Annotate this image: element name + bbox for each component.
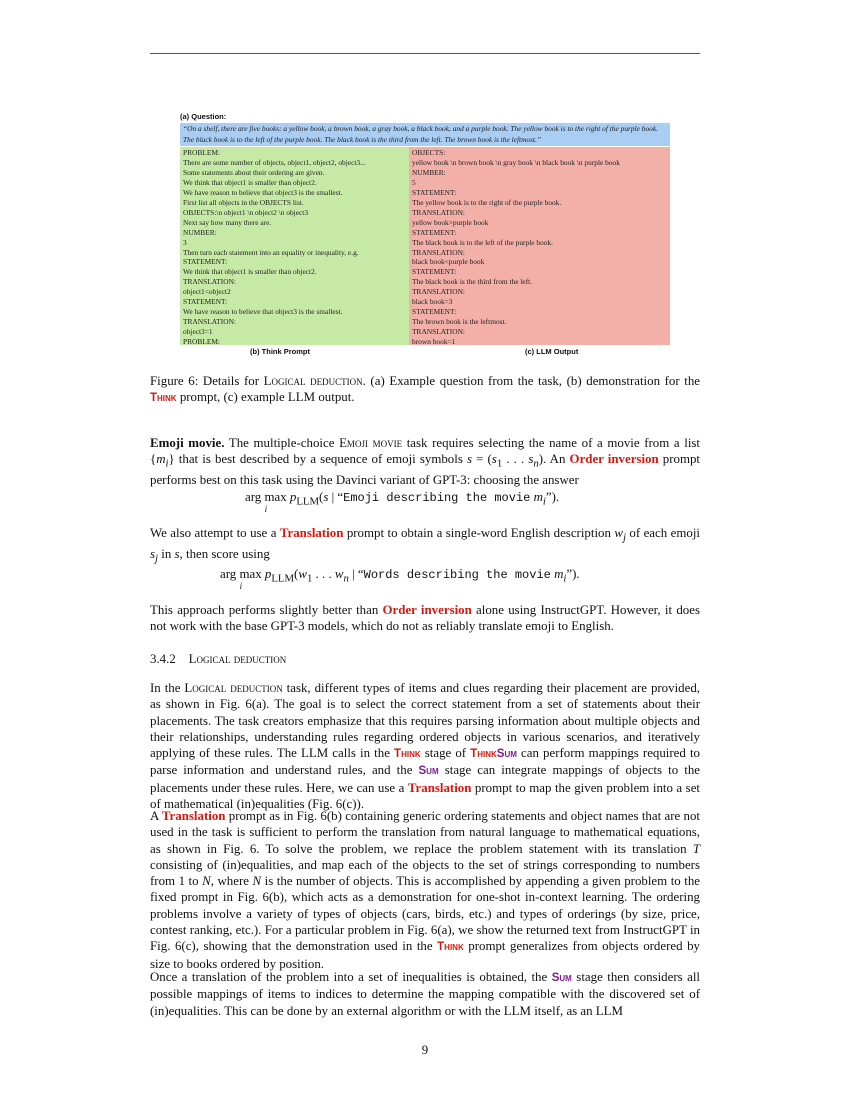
think-line: OBJECTS:\n object1 \n object2 \n object3 [183, 207, 309, 217]
caption-text: prompt, (c) example LLM output. [176, 390, 355, 405]
output-line: TRANSLATION: [412, 327, 465, 337]
output-line: black book=3 [412, 297, 453, 307]
think-line: PROBLEM: [183, 337, 220, 345]
text: prompt to map the given problem into a set of mathematical (in)equalities (Fig. 6(c)). [150, 780, 700, 812]
think-line: NUMBER: [183, 227, 217, 237]
thinksum-keyword: Sum [496, 748, 517, 761]
equation-2: arg max i $p_{LLM}(w_1$ . . . $w_n$ | “Words describing the movie $m_i$”). [220, 567, 580, 591]
text: in [158, 546, 175, 561]
text: stage then considers all possible mappings of items to indices to determine the mapping compatible with the discovered set of (in)equalities. This can be done by an external algorithm or with the LLM itself, as an LLM [150, 970, 700, 1018]
equation-string: Words describing the movie [363, 568, 551, 582]
text: , then score using [179, 546, 270, 561]
text: task requires selecting the name of a movie from a list { [150, 436, 700, 467]
equation-1: arg max i $p_{LLM}(s$ | “Emoji describing the movie $m_i$”). [245, 490, 560, 514]
think-line: Then turn each statement into an equality or inequality, e.g. [183, 247, 359, 257]
think-prompt-label: (b) Think Prompt [250, 347, 310, 356]
caption-text: . (a) Example question from the task, (b) demonstration for the [362, 374, 700, 388]
think-line: We think that object1 is smaller than object2. [183, 177, 317, 187]
translation-keyword: Translation [279, 526, 344, 540]
order-inversion-keyword: Order inversion [569, 452, 659, 467]
thinksum-keyword: Think [470, 748, 497, 761]
text: prompt performs best on this task using the Davinci variant of GPT-3: choosing the answer [150, 452, 700, 488]
output-line: STATEMENT: [412, 187, 457, 197]
think-line: 3 [183, 237, 187, 247]
text: of each emoji [625, 526, 700, 540]
output-line: TRANSLATION: [412, 207, 465, 217]
llm-output-label: (c) LLM Output [525, 347, 579, 356]
think-prompt-box [180, 147, 409, 345]
text: prompt generalizes from objects ordered by size to books ordered by position. [150, 939, 700, 971]
task-name: Emoji movie [339, 436, 403, 450]
text: We also attempt to use a [150, 526, 280, 540]
think-line: First list all objects in the OBJECTS list. [183, 197, 304, 207]
think-line: object3=1 [183, 327, 213, 337]
output-line: STATEMENT: [412, 307, 457, 317]
text: The multiple-choice [224, 436, 340, 450]
output-line: OBJECTS: [412, 148, 446, 157]
output-line: black book<purple book [412, 257, 485, 267]
paragraph-heading: Emoji movie. [150, 436, 225, 450]
text: . An [543, 452, 570, 467]
emoji-paragraph-3 [150, 602, 700, 635]
think-line: There are some number of objects, object1, object2, object3... [183, 157, 366, 167]
output-line: NUMBER: [412, 167, 446, 177]
think-line: Some statements about their ordering are given. [183, 167, 325, 177]
output-line: The yellow book is to the right of the purple book. [412, 197, 562, 207]
llm-output-box [409, 147, 670, 345]
text: A [150, 809, 162, 823]
header-rule [150, 53, 700, 54]
output-line: STATEMENT: [412, 227, 457, 237]
text: stage of [420, 746, 471, 761]
text: In the [150, 681, 185, 695]
order-inversion-keyword: Order inversion [382, 603, 472, 617]
text: prompt to obtain a single-word English description [343, 526, 615, 540]
text: consisting of (in)equalities, and map each of the objects to the set of strings corresponding to numbers from 1 to [150, 857, 700, 889]
text: alone using InstructGPT. However, it does not work with the base GPT-3 models, which do not as reliably translate emoji to English. [150, 603, 700, 634]
caption-text: Figure 6: Details for [150, 374, 264, 388]
text: stage can integrate mappings of objects to the placements under these rules. Here, we can use a [150, 763, 700, 795]
text: Once a translation of the problem into a set of inequalities is obtained, the [150, 970, 552, 984]
output-line: brown book=1 [412, 337, 456, 345]
text: } that is best described by a sequence of emoji symbols [168, 452, 467, 467]
question-label: (a) Question: [180, 112, 227, 121]
sum-keyword: Sum [418, 765, 439, 778]
logical-paragraph-3 [150, 969, 700, 1019]
think-line: STATEMENT: [183, 297, 228, 307]
think-line: We have reason to believe that object3 is the smallest. [183, 187, 343, 197]
section-heading [150, 651, 700, 667]
think-line: object1<object2 [183, 287, 231, 297]
sum-keyword: Sum [551, 972, 572, 984]
caption-think-keyword: Think [150, 392, 177, 405]
section-number: 3.4.2 [150, 652, 176, 666]
output-line: The brown book is the leftmost. [412, 317, 507, 327]
translation-keyword: Translation [407, 780, 472, 795]
think-line: We have reason to believe that object3 is the smallest. [183, 307, 343, 317]
figure-caption [150, 373, 700, 407]
think-keyword: Think [394, 748, 421, 761]
task-name: Logical deduction [184, 681, 283, 695]
question-box: “On a shelf, there are five books: a yellow book, a brown book, a gray book, a black book, and a purple book. The yellow book is to the right of the purple book. The black book is to the left of the purple book. The black book is the third from the left. The brown book is the leftmost.” [180, 123, 670, 146]
text: This approach performs slightly better than [150, 603, 383, 617]
logical-paragraph-2: A Translation prompt as in Fig. 6(b) containing generic ordering statements and object names that are not used in the task is sufficient to perform the translation from natural language to mathematical equations, as shown in Fig. 6. To solve the problem, we replace the problem statement with its translation T consisting of (in)equalities, and map each of the objects to the set of strings corresponding to numbers from 1 to N, where N is the number of objects. This is accomplished by appending a given problem to the fixed prompt in Fig. 6(b), which acts as a demonstration for one-shot in-context learning. The ordering problems involve a variety of types of objects (cars, birds, etc.) and types of orderings (by size, price, contest ranking, etc.). For a particular problem in Fig. 6(a), we show the returned text from InstructGPT in Fig. 6(c), showing that the demonstration used in the Think prompt generalizes from objects ordered by size to books ordered by position. [150, 809, 700, 971]
think-line: STATEMENT: [183, 257, 228, 267]
think-line: TRANSLATION: [183, 317, 236, 327]
output-line: TRANSLATION: [412, 247, 465, 257]
caption-task: Logical deduction [263, 374, 363, 388]
text: can perform mappings required to parse information and understand rules, and the [150, 746, 700, 778]
text: prompt as in Fig. 6(b) containing generic ordering statements and object names that are not used in the task is sufficient to perform the translation from natural language to mathematical equations, as shown in Fig. 6. To solve the problem, we replace the problem statement with its translation [150, 809, 700, 856]
text: , where [210, 874, 253, 889]
emoji-paragraph-1: Emoji movie. The multiple-choice Emoji movie task requires selecting the name of a movie from a list $\{m_i\}$ that is best described by a sequence of emoji symbols $s = (s_1$ . . . $s_n$). An Order inversion prompt performs best on this task using the Davinci variant of GPT-3: choosing the answer [150, 436, 700, 488]
output-line: The black book is the third from the left. [412, 277, 533, 287]
think-line: We think that object1 is smaller than object2. [183, 267, 317, 277]
output-line: The black book is to the left of the purple book. [412, 237, 554, 247]
equation-string: Emoji describing the movie [343, 491, 531, 505]
output-line: STATEMENT: [412, 267, 457, 277]
output-line: TRANSLATION: [412, 287, 465, 297]
think-line: PROBLEM: [183, 148, 220, 157]
translation-keyword: Translation [161, 809, 226, 823]
text: is the number of objects. This is accomplished by appending a given problem to the fixed prompt in Fig. 6(b), which acts as a demonstration for one-shot in-context learning. The ordering problems involve a variety of types of objects (cars, birds, etc.) and types of orderings (by size, price, contest ranking, etc.). For a particular problem in Fig. 6(a), we show the returned text from InstructGPT in Fig. 6(c), showing that the demonstration used in the [150, 874, 700, 954]
logical-paragraph-1 [150, 680, 700, 812]
think-keyword: Think [437, 941, 464, 954]
page-number: 9 [421, 1043, 429, 1057]
output-line: yellow book>purple book [412, 217, 489, 227]
output-line: yellow book \n brown book \n gray book \n black book \n purple book [412, 157, 620, 167]
text: task, different types of items and clues regarding their placement are provided, as shown in Fig. 6(a). The goal is to select the correct statement from a set of statements about their placements. The task creators emphasize that this requires parsing information about multiple objects and their relationships, understanding rules regarding ordered objects in various scenarios, and iteratively applying of these rules. The LLM calls in the [150, 681, 700, 761]
emoji-paragraph-2: We also attempt to use a Translation prompt to obtain a single-word English description $w_j$ of each emoji $s_j$ in s, then score using [150, 526, 700, 565]
output-line: 5 [412, 177, 416, 187]
think-line: Next say how many there are. [183, 217, 272, 227]
section-title: Logical deduction [188, 652, 287, 666]
think-line: TRANSLATION: [183, 277, 236, 287]
